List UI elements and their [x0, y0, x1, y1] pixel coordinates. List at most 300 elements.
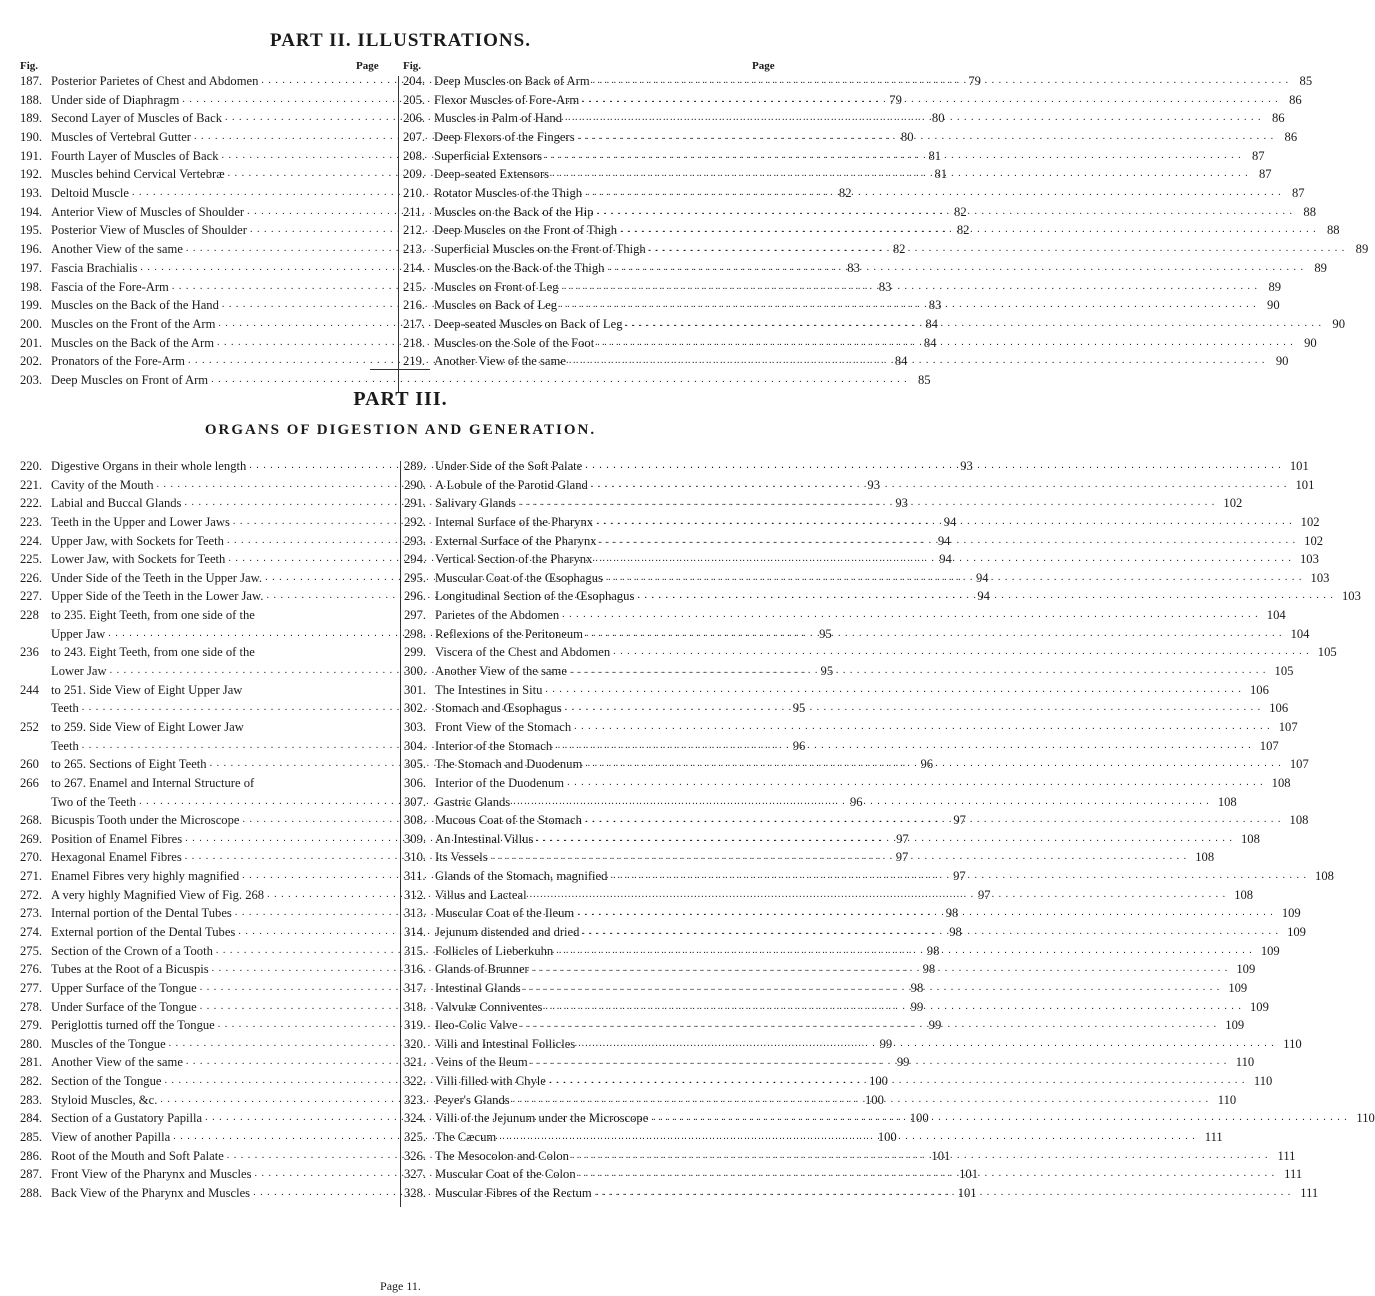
dot-leader	[577, 904, 1274, 923]
dot-leader	[585, 184, 1282, 203]
figure-number: 297.	[404, 608, 427, 623]
page-number: 80	[931, 111, 945, 126]
figure-title: Tubes at the Root of a Bicuspis	[51, 962, 209, 977]
figure-title: Upper Surface of the Tongue	[51, 980, 197, 995]
page-number: 90	[1267, 298, 1280, 313]
dot-leader	[578, 1035, 1275, 1054]
figure-number: 223.	[20, 514, 43, 529]
figure-number: 202.	[20, 354, 43, 369]
figure-number: 201.	[20, 335, 43, 350]
figure-title: Muscles on the Sole of the Foot	[434, 335, 595, 350]
page-number: 98	[910, 980, 924, 995]
figure-title: Another View of the same	[51, 242, 183, 257]
figure-title: Labial and Buccal Glands	[51, 496, 182, 511]
figure-number: 324.	[404, 1111, 427, 1126]
figure-title: Glands of Brunner	[435, 962, 529, 977]
figure-number: 284.	[20, 1111, 43, 1126]
figure-number: 221.	[20, 477, 43, 492]
page-number: 111	[1284, 1167, 1303, 1182]
figure-number: 211.	[403, 204, 425, 219]
figure-number: 189.	[20, 111, 43, 126]
dot-leader	[637, 587, 1334, 606]
figure-title: Cavity of the Mouth	[51, 477, 154, 492]
page-number: 110	[1356, 1111, 1375, 1126]
page-number: 97	[895, 850, 909, 865]
dot-leader	[569, 352, 1266, 371]
figure-number: 276.	[20, 962, 43, 977]
figure-title: to 235. Eight Teeth, from one side of the	[51, 608, 255, 623]
figure-number: 317.	[404, 980, 427, 995]
page-number: 99	[910, 999, 924, 1014]
figure-title: to 267. Enamel and Internal Structure of	[51, 775, 255, 790]
figure-title: Deep Flexors of the Fingers	[434, 130, 575, 145]
figure-number: 212.	[403, 223, 426, 238]
figure-number: 283.	[20, 1092, 43, 1107]
page-number: 82	[954, 204, 967, 219]
page-number: 98	[949, 925, 962, 939]
dot-leader	[597, 334, 1294, 353]
figure-title: Superficial Extensors	[434, 148, 543, 163]
figure-title: Another View of the same	[434, 354, 566, 369]
page-number: 107	[1259, 738, 1279, 753]
dot-leader	[545, 681, 1242, 700]
figure-title: Posterior Parietes of Chest and Abdomen	[51, 73, 259, 88]
dot-leader	[513, 1091, 1210, 1110]
figure-title: The Intestines in Situ	[435, 682, 543, 697]
page-number: 88	[1326, 223, 1340, 238]
dot-leader	[613, 643, 1310, 662]
page-number: 93	[895, 496, 908, 511]
figure-title: Deep-seated Muscles on Back of Leg	[434, 316, 623, 331]
figure-number: 205.	[403, 92, 426, 107]
figure-number: 196.	[20, 242, 43, 257]
dot-leader	[562, 606, 1259, 625]
page-number: 83	[847, 260, 860, 275]
page-number: 108	[1271, 775, 1291, 790]
figure-title: Position of Enamel Fibres	[51, 831, 183, 846]
figure-number: 280.	[20, 1036, 43, 1051]
figure-number: 308.	[404, 813, 427, 828]
page-number: 79	[889, 92, 902, 107]
figure-title: Muscles of Vertebral Gutter	[51, 130, 192, 145]
dot-leader	[211, 371, 908, 390]
figure-number: 316.	[404, 962, 427, 977]
part3-title: PART III.	[353, 388, 448, 410]
figure-title: Periglottis turned off the Tongue	[51, 1018, 215, 1033]
figure-title: Another View of the same	[435, 664, 567, 679]
page-number: 86	[1271, 111, 1285, 126]
figure-title: to 251. Side View of Eight Upper Jaw	[51, 682, 243, 697]
list-item	[20, 718, 396, 737]
figure-number: 320.	[404, 1036, 427, 1051]
page-number: 97	[978, 887, 991, 902]
figure-number: 277.	[20, 980, 43, 995]
figure-number: 281.	[20, 1055, 43, 1070]
page-number: 108	[1289, 813, 1309, 828]
dot-leader	[582, 91, 1279, 110]
figure-title: View of another Papilla	[51, 1130, 171, 1145]
figure-number: 305.	[404, 757, 427, 772]
page-number: 108	[1234, 887, 1254, 902]
page-number: 94	[975, 570, 989, 585]
figure-title: Jejunum distended and dried	[435, 925, 580, 939]
dot-leader	[597, 203, 1294, 222]
page-number: 103	[1300, 552, 1319, 567]
figure-number: 198.	[20, 279, 43, 294]
page-number: 82	[956, 223, 970, 238]
page-number: 111	[1204, 1130, 1223, 1145]
page-header-right: Page	[752, 60, 775, 72]
figure-number: 274.	[20, 925, 43, 939]
page-number: 98	[922, 962, 936, 977]
page-number: 87	[1251, 148, 1265, 163]
figure-number: 273.	[20, 906, 43, 921]
figure-title: Front View of the Stomach	[435, 719, 572, 734]
page-number: 108	[1195, 850, 1215, 865]
page-number: 95	[820, 664, 834, 679]
page-number: 104	[1290, 626, 1310, 641]
list-item	[404, 643, 1337, 662]
dot-leader	[585, 755, 1282, 774]
figure-title: Deep Muscles on Back of Arm	[434, 73, 590, 88]
page-number: 102	[1304, 533, 1324, 548]
page-number: 81	[934, 167, 948, 182]
page-number: 103	[1342, 589, 1361, 604]
figure-number: 195.	[20, 223, 43, 238]
dot-leader	[549, 1072, 1246, 1091]
page-number: 89	[1314, 260, 1327, 275]
dot-leader	[530, 886, 1227, 905]
figure-title: Teeth	[51, 701, 79, 716]
figure-number: 219.	[403, 354, 426, 369]
page-number: 90	[1304, 335, 1317, 350]
list-item	[20, 643, 396, 662]
figure-title: Anterior View of Muscles of Shoulder	[51, 204, 245, 219]
figure-title: Muscles on Back of Leg	[434, 298, 558, 313]
figure-title: Pronators of the Fore-Arm	[51, 354, 185, 369]
figure-title: External Surface of the Pharynx	[435, 533, 597, 548]
page-number: 107	[1278, 719, 1298, 734]
figure-number: 199.	[20, 298, 43, 313]
figure-title: Internal Surface of the Pharynx	[435, 514, 594, 529]
figure-title: Follicles of Lieberkuhn	[435, 943, 554, 958]
figure-number: 197.	[20, 260, 43, 275]
figure-title: Under side of Diaphragm	[51, 92, 180, 107]
page-number: 106	[1250, 682, 1269, 697]
figure-title: Root of the Mouth and Soft Palate	[51, 1148, 224, 1163]
figure-title: Deep Muscles on the Front of Thigh	[434, 223, 618, 238]
page-number: 94	[943, 514, 957, 529]
figure-title: Mucous Coat of the Stomach	[435, 813, 582, 828]
figure-number: 268.	[20, 813, 43, 828]
figure-number: 309.	[404, 831, 427, 846]
figure-number: 226.	[20, 570, 43, 585]
page-number: 87	[1291, 186, 1305, 201]
figure-number: 306.	[404, 775, 427, 790]
figure-number: 220.	[20, 458, 43, 473]
page-number: 109	[1281, 906, 1301, 921]
page-number: 111	[1300, 1185, 1319, 1200]
dot-leader	[560, 296, 1257, 315]
figure-number: 300.	[404, 664, 427, 679]
figure-number: 272.	[20, 887, 43, 902]
page-number: 102	[1223, 496, 1243, 511]
page-number: 109	[1228, 980, 1248, 995]
page-number: 86	[1284, 130, 1298, 145]
page-number: 99	[928, 1018, 942, 1033]
page-number: 87	[1258, 167, 1272, 182]
page-number: 93	[960, 458, 973, 473]
page-number: 83	[928, 298, 942, 313]
figure-title: Under Side of the Teeth in the Upper Jaw.	[51, 570, 263, 585]
page-number: 109	[1287, 925, 1306, 939]
figure-number: 323.	[404, 1092, 427, 1107]
figure-number: 236	[20, 645, 39, 660]
figure-title: Another View of the same	[51, 1055, 183, 1070]
figure-number: 292.	[404, 514, 427, 529]
figure-number: 312.	[404, 887, 427, 902]
figure-number: 293.	[404, 533, 427, 548]
figure-number: 313.	[404, 906, 427, 921]
figure-title: Interior of the Duodenum	[435, 775, 565, 790]
page-number: 103	[1310, 570, 1330, 585]
figure-number: 194.	[20, 204, 43, 219]
page-number: 95	[819, 626, 832, 641]
dot-leader	[600, 532, 1297, 551]
figure-title: Vertical Section of the Pharynx	[435, 552, 593, 567]
figure-number: 303.	[404, 719, 427, 734]
page-number: 81	[928, 148, 942, 163]
figure-number: 315.	[404, 943, 427, 958]
figure-title: Deltoid Muscle	[51, 186, 129, 201]
dot-leader	[651, 1109, 1348, 1128]
page-number: 104	[1266, 608, 1286, 623]
page-number: 100	[864, 1092, 884, 1107]
list-item	[20, 371, 931, 390]
figure-title: Upper Jaw, with Sockets for Teeth	[51, 533, 224, 548]
figure-title: Muscular Coat of the Ileum	[435, 906, 575, 921]
figure-number: 218.	[403, 335, 426, 350]
page-number: 89	[1355, 242, 1369, 257]
figure-title: Front View of the Pharynx and Muscles	[51, 1167, 252, 1182]
figure-number: 192.	[20, 167, 43, 182]
page-number: 108	[1315, 869, 1334, 884]
figure-number: 266	[20, 775, 39, 790]
figure-number: 325.	[404, 1130, 427, 1145]
figure-number: 203.	[20, 372, 43, 387]
figure-title: The Stomach and Duodenum	[435, 757, 583, 772]
page-number: 96	[792, 738, 806, 753]
page-number: 101	[959, 1167, 978, 1182]
figure-title: Deep Muscles on Front of Arm	[51, 372, 209, 387]
page-number: 110	[1253, 1074, 1273, 1089]
figure-number: 275.	[20, 943, 43, 958]
dot-leader	[626, 315, 1323, 334]
page-number: 100	[877, 1130, 897, 1145]
figure-number: 288.	[20, 1185, 43, 1200]
dot-leader	[565, 699, 1262, 718]
page-number: 109	[1250, 999, 1269, 1014]
page-number: 85	[1299, 73, 1313, 88]
figure-title: Its Vessels	[435, 850, 488, 865]
figure-title: Viscera of the Chest and Abdomen	[435, 645, 611, 660]
figure-number: 222.	[20, 496, 43, 511]
figure-title: The Mesocolon and Colon	[435, 1148, 569, 1163]
figure-title: Rotator Muscles of the Thigh	[434, 186, 583, 201]
figure-title: to 259. Side View of Eight Lower Jaw	[51, 719, 244, 734]
page-number: 101	[1295, 477, 1315, 492]
figure-number: 319.	[404, 1018, 427, 1033]
dot-leader	[536, 830, 1233, 849]
figure-title: Fascia Brachialis	[51, 260, 138, 275]
figure-title: Muscles in Palm of Hand	[434, 111, 563, 126]
figure-number: 191.	[20, 148, 43, 163]
page-number: 108	[1240, 831, 1260, 846]
page-number: 101	[931, 1148, 951, 1163]
figure-number: 314.	[404, 925, 427, 939]
page-number: 100	[869, 1074, 888, 1089]
section-divider	[370, 369, 430, 370]
figure-title: Muscular Coat of the Œsophagus	[435, 570, 603, 585]
figure-number: 294.	[404, 552, 427, 567]
figure-title: Teeth	[51, 738, 79, 753]
figure-number: 318.	[404, 999, 427, 1014]
dot-leader	[556, 942, 1253, 961]
page-number: 97	[896, 831, 909, 846]
dot-leader	[521, 1016, 1218, 1035]
page-number: 105	[1317, 645, 1337, 660]
figure-title: A Lobule of the Parotid Gland	[435, 477, 588, 492]
page-number: 96	[920, 757, 934, 772]
figure-title: Salivary Glands	[435, 496, 516, 511]
figure-title: Muscular Fibres of the Rectum	[435, 1185, 592, 1200]
figure-number: 208.	[403, 148, 426, 163]
figure-title: Muscles on the Back of the Hip	[434, 204, 594, 219]
dot-leader	[607, 259, 1304, 278]
figure-title: External portion of the Dental Tubes	[51, 925, 236, 939]
figure-title: Back View of the Pharynx and Muscles	[51, 1185, 251, 1200]
dot-leader	[491, 848, 1188, 867]
page-number: 90	[1332, 316, 1345, 331]
dot-leader	[595, 1184, 1292, 1203]
figure-number: 187.	[20, 73, 43, 88]
page-number: 96	[850, 794, 863, 809]
figure-title: Hexagonal Enamel Fibres	[51, 850, 182, 865]
figure-number: 296.	[404, 589, 427, 604]
page-number: 82	[892, 242, 906, 257]
figure-number: 322.	[404, 1074, 427, 1089]
figure-title: Enamel Fibres very highly magnified	[51, 869, 240, 884]
dot-leader	[524, 979, 1221, 998]
figure-number: 213.	[403, 242, 426, 257]
page-number: 107	[1289, 757, 1309, 772]
dot-leader	[610, 867, 1307, 886]
dot-leader	[582, 923, 1279, 942]
figure-title: Superficial Muscles on the Front of Thigh	[434, 242, 646, 257]
figure-title: Section of a Gustatory Papilla	[51, 1111, 203, 1126]
figure-number: 200.	[20, 316, 43, 331]
dot-leader	[591, 476, 1288, 495]
figure-title: Under Surface of the Tongue	[51, 999, 197, 1014]
dot-leader	[585, 811, 1282, 830]
figure-number: 271.	[20, 869, 43, 884]
dot-leader	[585, 457, 1282, 476]
list-item	[404, 774, 1291, 793]
figure-number: 311.	[404, 869, 426, 884]
figure-title: Posterior View of Muscles of Shoulder	[51, 223, 247, 238]
figure-title: Veins of the Ileum	[435, 1055, 528, 1070]
figure-number: 285.	[20, 1130, 43, 1145]
figure-title: Section of the Crown of a Tooth	[51, 943, 213, 958]
figure-number: 215.	[403, 279, 426, 294]
page-number: 93	[867, 477, 880, 492]
figure-number: 299.	[404, 645, 427, 660]
figure-number: 304.	[404, 738, 427, 753]
figure-title: Villi filled with Chyle	[435, 1074, 546, 1089]
figure-title: Flexor Muscles of Fore-Arm	[434, 92, 580, 107]
dot-leader	[545, 147, 1242, 166]
dot-leader	[567, 774, 1264, 793]
list-item	[404, 681, 1269, 700]
dot-leader	[620, 221, 1317, 240]
figure-title: Bicuspis Tooth under the Microscope	[51, 813, 240, 828]
figure-number: 188.	[20, 92, 43, 107]
figure-number: 244	[20, 682, 39, 697]
figure-title: Muscles on the Back of the Hand	[51, 298, 219, 313]
part2-title: PART II. ILLUSTRATIONS.	[270, 30, 531, 51]
dot-leader	[596, 513, 1293, 532]
figure-title: to 265. Sections of Eight Teeth	[51, 757, 207, 772]
list-item	[404, 606, 1286, 625]
page-footer: Page 11.	[380, 1279, 421, 1293]
figure-title: Reflexions of the Peritoneum	[435, 626, 583, 641]
figure-number: 286.	[20, 1148, 43, 1163]
page-number: 106	[1269, 701, 1289, 716]
figure-title: The Cæcum	[435, 1130, 497, 1145]
page-number: 79	[968, 73, 981, 88]
figure-number: 228	[20, 608, 39, 623]
figure-number: 287.	[20, 1167, 43, 1182]
dot-leader	[513, 793, 1210, 812]
page-number: 84	[923, 335, 937, 350]
figure-number: 301.	[404, 682, 427, 697]
figure-number: 207.	[403, 130, 426, 145]
figure-title: Villi of the Jejunum under the Microscope	[435, 1111, 649, 1126]
figure-title: Peyer's Glands	[435, 1092, 510, 1107]
page-number: 88	[1303, 204, 1316, 219]
figure-title: A very highly Magnified View of Fig. 268	[51, 887, 265, 902]
page-number: 97	[953, 813, 966, 828]
figure-title: Upper Side of the Teeth in the Lower Jaw.	[51, 589, 264, 604]
page-number: 102	[1300, 514, 1320, 529]
page-number: 110	[1235, 1055, 1255, 1070]
figure-title: Under Side of the Soft Palate	[435, 458, 583, 473]
dot-leader	[555, 737, 1252, 756]
dot-leader	[586, 625, 1283, 644]
page-number: 111	[1277, 1148, 1296, 1163]
figure-title: Muscles of the Tongue	[51, 1036, 166, 1051]
figure-number: 217.	[403, 316, 426, 331]
figure-title: to 243. Eight Teeth, from one side of the	[51, 645, 255, 660]
list-item	[20, 681, 396, 700]
dot-leader	[545, 998, 1242, 1017]
page-header-left: Page	[356, 60, 379, 72]
figure-title: Fourth Layer of Muscles of Back	[51, 148, 219, 163]
page-number: 84	[894, 354, 908, 369]
page-number: 80	[900, 130, 914, 145]
figure-title: Second Layer of Muscles of Back	[51, 111, 223, 126]
figure-number: 302.	[404, 701, 427, 716]
